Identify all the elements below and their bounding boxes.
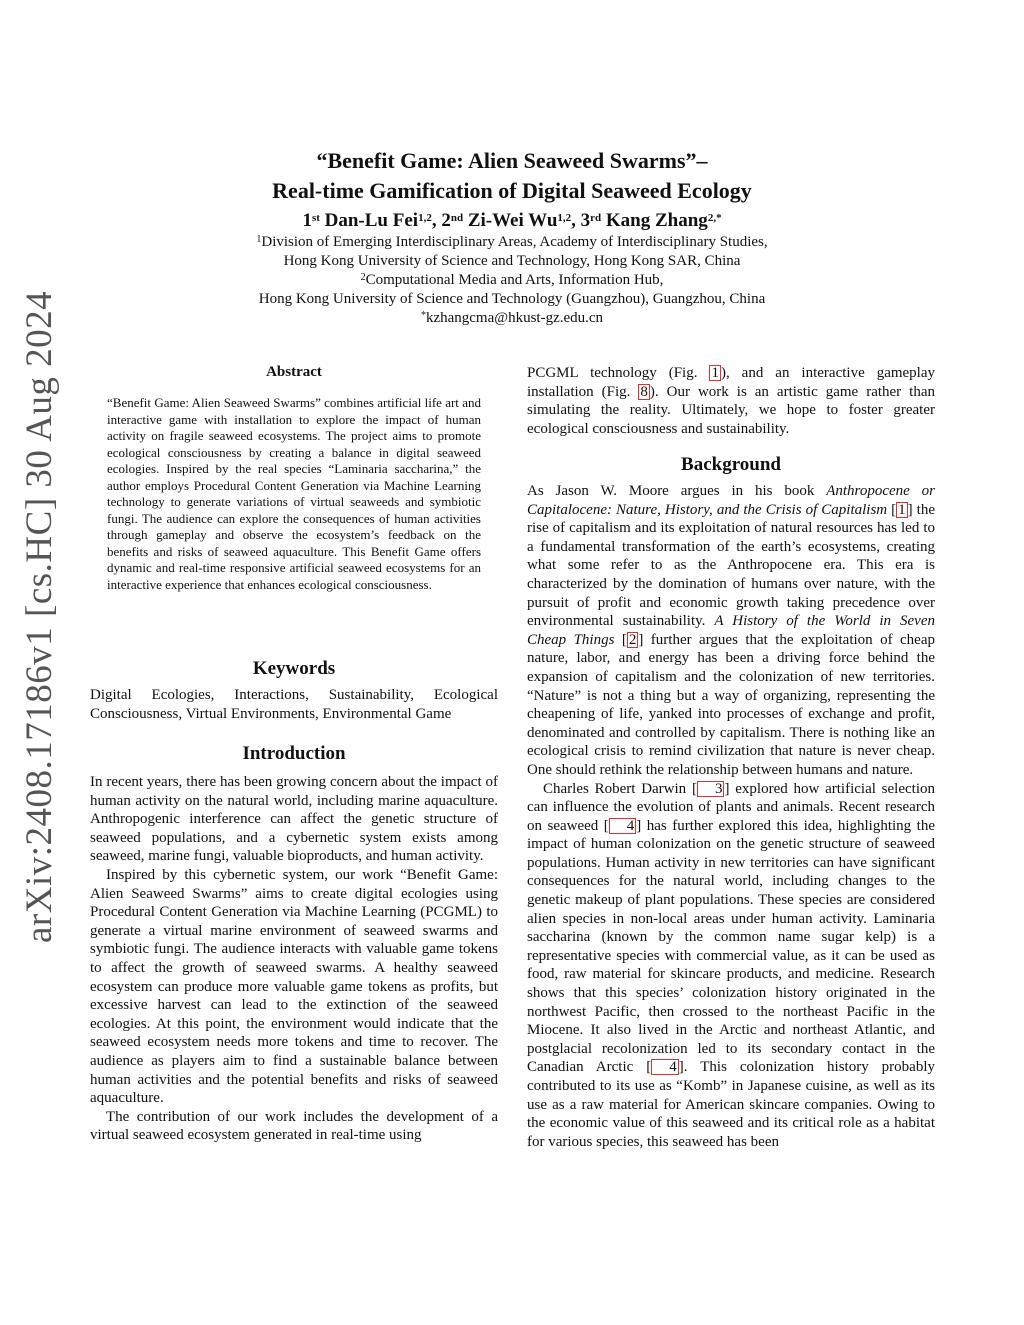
affiliation-line-1 [0,233,1024,252]
bg-p2-text-b: explored how artificial selection can influence the evolution of plants and animals. Recent research on seaweed [527,780,935,834]
paper-title [0,146,1024,206]
contact-email[interactable]: kzhangcma@hkust-gz.edu.cn [425,310,604,326]
figure-link-1[interactable]: 1 [711,365,719,381]
author-1-ordinal-suffix: st [311,212,320,224]
author-3-affiliation: 2,* [707,212,722,224]
author-1-ordinal: 1 [302,210,312,231]
introduction-body [90,773,498,1145]
bg-p2-text-c: has further explored this idea, highlighting the impact of human colonization on the genetic structure of seaweed populations. Human activity in new territories can have significant consequences for the natural world, including changes to the genetic makeup of plant populations. These species are considered alien species in non-local areas under human activity. Laminaria saccharina (known by the common name sugar kelp) is a representative species with commercial value, as it can be used as food, raw material for skincare products, and medicine. Research shows that this species’ colonization history originated in the northwest Pacific, then crossed to the northeast Pacific in the Miocene. It also lived in the Arctic and northeast Atlantic, and postglacial recolonization led to its secondary contact in the Canadian Arctic [527,817,935,1076]
corresponding-marker: * [420,310,426,321]
bg-p1-text-e: further argues that the exploitation of cheap nature, labor, and energy has been a driving force behind the expansion of capitalism and the colonization of new territories. “Nature” is not a thing but a way of organizing, representing the cheapening of life, yanked into processes of exchange and profit, denominated and controlled by capitalism. There is nothing like an ecological crisis to remind civilization that nature is never cheap. One should rethink the relationship between humans and nature. [527,631,935,778]
citation-link-2[interactable]: 2 [628,631,637,648]
author-2-ordinal: 2 [441,210,451,231]
author-3-name: Kang Zhang [605,210,708,231]
introduction-continued-paragraph [527,364,935,438]
background-body [527,482,935,1151]
keywords-heading: Keywords [252,658,336,679]
affiliation-1-text: Division of Emerging Interdisciplinary Areas, Academy of Interdisciplinary Studies, [261,234,768,250]
bg-p2-text-a: Charles Robert Darwin [543,780,692,797]
author-list: 1st Dan-Lu Fei$^{1,2}$, 2nd Zi-Wei Wu$^{1,2}$, 3rd Kang Zhang$^{2,*}$ [302,210,722,231]
author-2-affiliation: 1,2 [557,212,572,224]
affiliation-line-2: Hong Kong University of Science and Technology, Hong Kong SAR, China [283,253,741,269]
book-title-cheap-things: A History of the World in Seven Cheap Things [527,613,935,648]
bg-p1-text-a: As Jason W. Moore argues in his book [527,483,827,499]
affiliation-2-marker: 2 [360,272,366,283]
book-title-anthropocene: Anthropocene or Capitalocene: Nature, History, and the Crisis of Capitalism [527,483,936,518]
author-2-ordinal-suffix: nd [450,212,464,224]
affiliations [0,233,1024,328]
abstract-text: “Benefit Game: Alien Seaweed Swarms” combines artificial life art and interactive game with installation to explore the impact of human activity on fragile seaweed ecosystems. The project aims to promote ecological consciousness by creating a balance in digital seaweed ecologies. Inspired by the real species “Laminaria saccharina,” the author employs Procedural Content Generation via Machine Learning technology to generate variations of virtual seaweeds and symbiotic fungi. The audience can explore the consequences of human activities through gameplay and observe the ecosystem’s feedback on the benefits and risks of seaweed aquaculture. This Benefit Game offers dynamic and real-time responsive artificial seaweed ecosystems for an interactive experience that enhances ecological consciousness. [107,395,481,592]
introduction-paragraph-3: The contribution of our work includes the development of a virtual seaweed ecosystem generated in real-time using [90,1108,498,1144]
bg-p1-text-c: the rise of capitalism and its exploitation of natural resources has led to a fundamental transformation of the earth’s ecosystems, creating what some refer to as the Anthropocene era. This era is characterized by the domination of humans over nature, with the pursuit of profit and economic growth taking precedence over environmental sustainability. [527,501,936,630]
affiliation-2-text: Computational Media and Arts, Information Hub, [365,272,664,288]
affiliation-1-marker: 1 [256,234,262,245]
title-line-2: Real-time Gamification of Digital Seaweed Ecology [272,178,752,203]
author-2-name: Zi-Wei Wu [467,210,558,231]
author-3-ordinal: 3 [580,210,591,231]
introduction-heading: Introduction [242,743,346,764]
citation-link-4b[interactable]: 4 [651,1059,679,1075]
affiliation-line-3 [0,271,1024,290]
contact-email-line [0,309,1024,328]
background-paragraph-2: Charles Robert Darwin [ 3 ] explored how artificial selection can influence the evolution of plants and animals. Recent research on seaweed [ 4 ] has further explored this idea, highlighting the impact of human colonization on the genetic structure of seaweed populations. Human activity in new territories can have significant consequences for the natural world, including changes to the genetic makeup of plant populations. These species are considered alien species in non-local areas under human activity. Laminaria saccharina (known by the common name sugar kelp) is a representative species with commercial value, as it can be used as food, raw material for skincare products, and medicine. Research shows that this species’ colonization history originated in the northwest Pacific, then crossed to the northeast Pacific in the Miocene. It also lived in the Arctic and northeast Atlantic, and postglacial recolonization led to its secondary contact in the Canadian Arctic [ 4 ]. This colonization history probably contributed to its use as “Komb” in Japanese cuisine, as well as its use as a raw material for American skincare companies. Owing to the economic value of this seaweed and its critical role as a habitat for various species, this seaweed has been [527,780,936,1150]
author-1-name: Dan-Lu Fei [324,210,419,231]
intro-cont-text-1: PCGML technology (Fig. [527,365,710,381]
arxiv-identifier: arXiv:2408.17186v1 [cs.HC] 30 Aug 2024 [19,290,60,943]
background-paragraph-1: As Jason W. Moore argues in his book Anthropocene or Capitalocene: Nature, History, and the Crisis of Capitalism [ 1 ] the rise of capitalism and its exploitation of natural resources has led to a fundamental transformation of the earth’s ecosystems, creating what some refer to as the Anthropocene era. This era is characterized by the domination of humans over nature, with the pursuit of profit and economic growth taking precedence over environmental sustainability. A History of the World in Seven Cheap Things [ 2 ] further argues that the exploitation of cheap nature, labor, and energy has been a driving force behind the expansion of capitalism and the colonization of new territories. “Nature” is not a thing but a way of organizing, representing the cheapening of life, yanked into processes of exchange and profit, denominated and controlled by capitalism. There is nothing like an ecological crisis to remind civilization that nature is never cheap. One should rethink the relationship between humans and nature. [527,483,936,778]
intro-cont-text-2: ), and an interactive gameplay installation (Fig. [527,365,936,400]
bg-p2-text-d: . This colonization history probably contributed to its use as “Komb” in Japanese cuisine, as well as its use as a raw material for American skincare companies. Owing to the economic value of this seaweed and its critical role as a habitat for various species, this seaweed has been [527,1059,936,1150]
background-heading: Background [681,454,781,475]
intro-cont-text-3: ). Our work is an artistic game rather than simulating the reality. Ultimately, we hope to foster greater ecological consciousness and sustainability. [527,383,935,437]
figure-link-8[interactable]: 8 [640,383,648,400]
author-1-affiliation: 1,2 [418,212,432,224]
introduction-continuation [527,364,935,438]
introduction-paragraph-2: Inspired by this cybernetic system, our work “Benefit Game: Alien Seaweed Swarms” aims to create digital ecologies using Procedural Content Generation via Machine Learning (PCGML) to generate a virtual marine environment of seaweed swarms and symbiotic fungi. The audience interacts with valuable game tokens to affect the growth of seaweed swarms. A healthy seaweed ecosystem can produce more valuable game tokens as profits, but excessive harvest can lead to the extinction of the seaweed ecologies. At this point, the environment would indicate that the seaweed ecosystem needs more tokens and time to recover. The audience as players aim to find a sustainable balance between human activities and the potential benefits and risks of seaweed aquaculture. [90,866,498,1107]
citation-link-4[interactable]: 4 [609,818,637,834]
affiliation-line-4: Hong Kong University of Science and Technology (Guangzhou), Guangzhou, China [258,291,766,307]
title-line-1: “Benefit Game: Alien Seaweed Swarms”– [316,148,708,173]
keywords-list: Digital Ecologies, Interactions, Sustainability, Ecological Consciousness, Virtual Environments, Environmental Game [90,687,498,722]
author-3-ordinal-suffix: rd [590,212,602,224]
citation-link-1[interactable]: 1 [898,501,906,518]
abstract-heading: Abstract [266,364,322,380]
keywords-text [90,686,498,723]
introduction-paragraph-1: In recent years, there has been growing concern about the impact of human activity on the natural world, including marine aquaculture. Anthropogenic interference can affect the genetic structure of seaweed populations, and a cybernetic system exists among seaweed, marine fungi, valuable bioproducts, and human activity. [90,774,498,865]
citation-link-3[interactable]: 3 [697,781,725,797]
